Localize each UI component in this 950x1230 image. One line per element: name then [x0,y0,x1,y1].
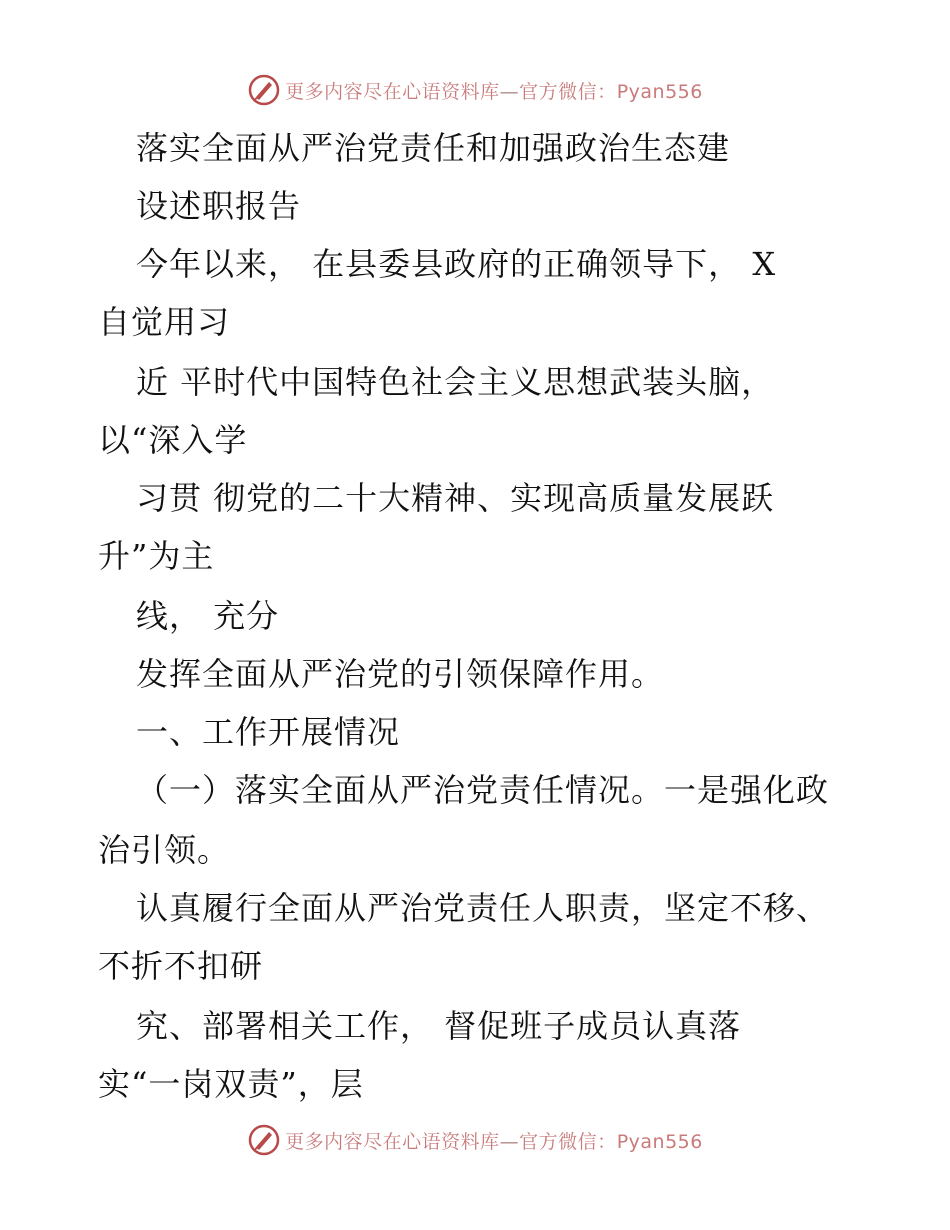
doc-line: 自觉用习 [98,303,231,341]
doc-line: 不折不扣研 [98,947,264,985]
doc-line: 习贯 彻党的二十大精神、实现高质量发展跃 [136,479,775,517]
doc-line: 今年以来， 在县委县政府的正确领导下， X [136,245,777,283]
footer-watermark-banner [0,1120,950,1160]
doc-line: 认真履行全面从严治党责任人职责，坚定不移、 [136,889,830,927]
pen-seal-icon [247,73,281,107]
doc-line: 线， 充分 [136,597,280,635]
doc-line: 落实全面从严治党责任和加强政治生态建 [136,129,731,167]
header-watermark-banner [0,70,950,110]
doc-line: 设述职报告 [136,187,302,225]
doc-line: 近 平时代中国特色社会主义思想武装头脑， [136,363,775,401]
doc-line: 发挥全面从严治党的引领保障作用。 [136,655,665,693]
watermark-text: 更多内容尽在心语资料库—官方微信：Pyan556 [285,1130,703,1153]
doc-line: （一）落实全面从严治党责任情况。一是强化政 [136,771,830,809]
doc-line: 究、部署相关工作， 督促班子成员认真落 [136,1007,742,1045]
doc-line: 以“深入学 [98,421,248,459]
watermark-text: 更多内容尽在心语资料库—官方微信：Pyan556 [285,80,703,103]
doc-line: 治引领。 [98,831,231,869]
doc-line: 实“一岗双责”，层 [98,1065,364,1103]
pen-seal-icon [247,1123,281,1157]
doc-line: 一、工作开展情况 [136,713,401,751]
doc-line: 升”为主 [98,537,215,575]
